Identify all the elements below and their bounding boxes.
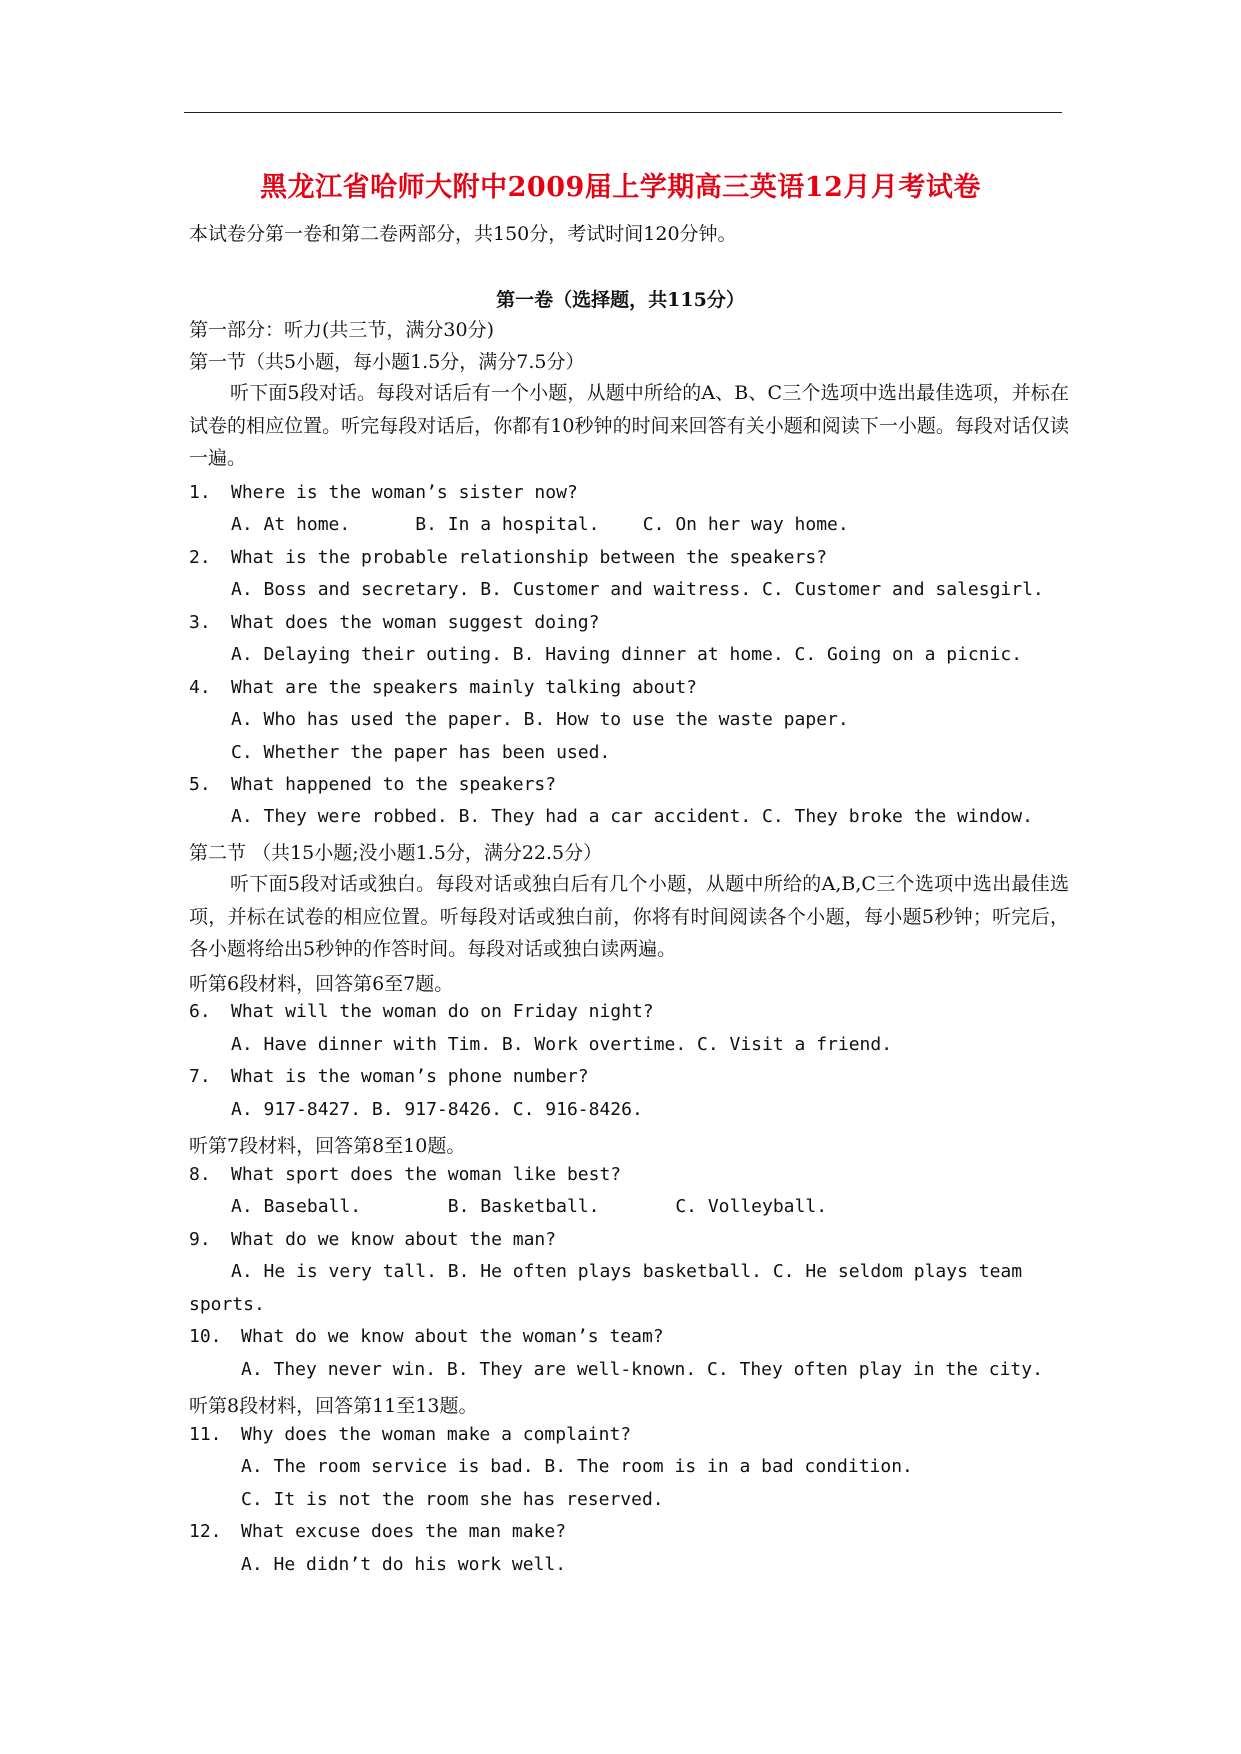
question-11: [189, 1424, 631, 1445]
question-6: [189, 1001, 654, 1022]
question-7-options: A. 917-8427. B. 917-8426. C. 916-8426.: [231, 1099, 643, 1120]
question-10-options: A. They never win. B. They are well-known. C. They often play in the city.: [241, 1359, 1043, 1380]
volume-one-heading: 第一卷（选择题，共115分）: [496, 289, 745, 311]
question-8: [189, 1164, 621, 1185]
question-number: 11.: [189, 1424, 222, 1445]
material-7-note: 听第7段材料，回答第8至10题。: [189, 1135, 466, 1157]
question-number: 8.: [189, 1164, 211, 1185]
question-text: What happened to the speakers?: [231, 774, 557, 795]
question-text: What do we know about the man?: [231, 1229, 557, 1250]
question-number: 7.: [189, 1066, 211, 1087]
material-8-note: 听第8段材料，回答第11至13题。: [189, 1395, 478, 1417]
question-number: 6.: [189, 1001, 211, 1022]
question-5: [189, 774, 556, 795]
question-3: [189, 612, 599, 633]
question-4-options-cont: C. Whether the paper has been used.: [231, 742, 611, 763]
material-6-note: 听第6段材料，回答第6至7题。: [189, 973, 454, 995]
question-number: 1.: [189, 482, 211, 503]
question-text: What do we know about the woman’s team?: [241, 1326, 664, 1347]
question-1-options: A. At home. B. In a hospital. C. On her way home.: [231, 514, 849, 535]
question-11-options-cont: C. It is not the room she has reserved.: [241, 1489, 664, 1510]
question-text: What are the speakers mainly talking about?: [231, 677, 697, 698]
question-4-options: A. Who has used the paper. B. How to use the waste paper.: [231, 709, 849, 730]
question-8-options: A. Baseball. B. Basketball. C. Volleyball.: [231, 1196, 828, 1217]
question-9: [189, 1229, 556, 1250]
question-2-options: A. Boss and secretary. B. Customer and waitress. C. Customer and salesgirl.: [231, 579, 1044, 600]
question-5-options: A. They were robbed. B. They had a car accident. C. They broke the window.: [231, 806, 1033, 827]
question-11-options: A. The room service is bad. B. The room is in a bad condition.: [241, 1456, 913, 1477]
question-6-options: A. Have dinner with Tim. B. Work overtime. C. Visit a friend.: [231, 1034, 893, 1055]
section-two-instructions: 听下面5段对话或独白。每段对话或独白后有几个小题，从题中所给的A,B,C三个选项中选出最佳选项，并标在试卷的相应位置。听每段对话或独白前，你将有时间阅读各个小题，每小题5秒钟；听完后，各小题将给出5秒钟的作答时间。每段对话或独白读两遍。: [189, 873, 1069, 960]
exam-title: 黑龙江省哈师大附中2009届上学期高三英语12月月考试卷: [260, 172, 981, 203]
question-1: [189, 482, 578, 503]
exam-intro: 本试卷分第一卷和第二卷两部分，共150分，考试时间120分钟。: [189, 223, 737, 245]
question-text: What is the probable relationship between the speakers?: [231, 547, 828, 568]
question-9-options: A. He is very tall. B. He often plays basketball. C. He seldom plays team: [231, 1261, 1023, 1282]
question-text: Why does the woman make a complaint?: [241, 1424, 632, 1445]
question-9-options-cont: sports.: [189, 1294, 265, 1315]
question-number: 10.: [189, 1326, 222, 1347]
header-rule: [184, 112, 1062, 113]
section-one-heading: 第一节（共5小题，每小题1.5分，满分7.5分）: [189, 351, 585, 373]
question-number: 2.: [189, 547, 211, 568]
question-12-options: A. He didn’t do his work well.: [241, 1554, 567, 1575]
question-number: 3.: [189, 612, 211, 633]
section-two-heading: 第二节 （共15小题;没小题1.5分，满分22.5分）: [189, 842, 603, 864]
question-3-options: A. Delaying their outing. B. Having dinner at home. C. Going on a picnic.: [231, 644, 1023, 665]
question-number: 9.: [189, 1229, 211, 1250]
question-text: What is the woman’s phone number?: [231, 1066, 589, 1087]
question-number: 5.: [189, 774, 211, 795]
question-text: Where is the woman’s sister now?: [231, 482, 578, 503]
question-number: 4.: [189, 677, 211, 698]
question-text: What excuse does the man make?: [241, 1521, 567, 1542]
question-2: [189, 547, 827, 568]
question-10: [189, 1326, 664, 1347]
question-4: [189, 677, 697, 698]
question-12: [189, 1521, 566, 1542]
question-number: 12.: [189, 1521, 222, 1542]
section-one-instructions: 听下面5段对话。每段对话后有一个小题，从题中所给的A、B、C三个选项中选出最佳选项，并标在试卷的相应位置。听完每段对话后，你都有10秒钟的时间来回答有关小题和阅读下一小题。每段对话仅读一遍。: [189, 382, 1069, 469]
question-7: [189, 1066, 589, 1087]
question-text: What will the woman do on Friday night?: [231, 1001, 654, 1022]
question-text: What sport does the woman like best?: [231, 1164, 622, 1185]
part-one-heading: 第一部分：听力(共三节，满分30分): [189, 319, 495, 341]
question-text: What does the woman suggest doing?: [231, 612, 600, 633]
